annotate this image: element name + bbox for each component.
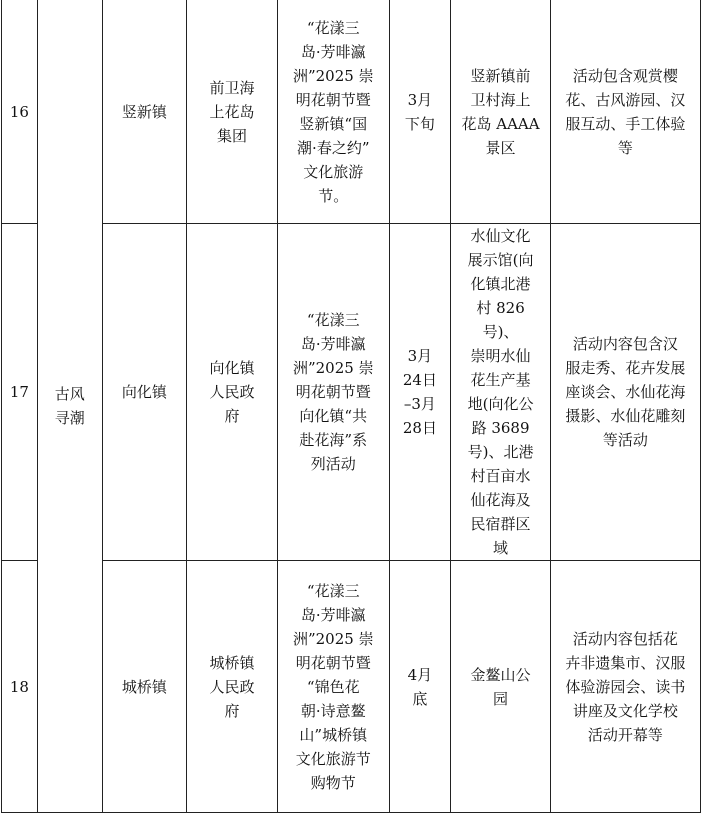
- row-number: 16: [2, 0, 38, 224]
- table-row: [2, 0, 701, 224]
- time-cell: [389, 0, 451, 224]
- row-number: 18: [2, 561, 38, 813]
- town-cell: [102, 561, 186, 813]
- town-name: 向化镇: [121, 383, 167, 401]
- event-time: 3月 24日 –3月 28日: [402, 347, 437, 437]
- organizer-name: 前卫海 上花岛 集团: [209, 78, 255, 145]
- organizer-cell: [187, 224, 278, 561]
- content-cell: [550, 224, 700, 561]
- organizer-cell: [187, 561, 278, 813]
- event-name: “花漾三 岛·芳啡瀛 洲”2025 崇 明花朝节暨 “锦色花 朝·诗意鳌 山”城桥镇 文化旅游节 购物节: [292, 581, 374, 792]
- row-number: 17: [2, 224, 38, 561]
- event-cell: [277, 0, 389, 224]
- table-row: [2, 561, 701, 813]
- event-place: 金鳌山公 园: [470, 665, 531, 708]
- time-cell: [389, 224, 451, 561]
- organizer-name: 城桥镇 人民政 府: [209, 653, 255, 720]
- event-name: “花漾三 岛·芳啡瀛 洲”2025 崇 明花朝节暨 向化镇“共 赴花海”系 列活动: [292, 311, 374, 473]
- event-content: 活动包含观赏樱 花、古风游园、汉 服互动、手工体验 等: [565, 66, 686, 157]
- category-label: 古风 寻潮: [54, 385, 85, 427]
- event-cell: [277, 561, 389, 813]
- organizer-name: 向化镇 人民政 府: [209, 359, 255, 425]
- event-time: 4月 底: [407, 665, 433, 708]
- category-cell: [37, 0, 102, 813]
- time-cell: [389, 561, 451, 813]
- town-name: 城桥镇: [121, 677, 167, 696]
- activity-table: [1, 0, 701, 813]
- event-content: 活动内容包括花 卉非遗集市、汉服 体验游园会、读书 讲座及文化学校 活动开幕等: [565, 629, 686, 744]
- place-cell: [451, 561, 551, 813]
- event-place: 竖新镇前 卫村海上 花岛 AAAA 景区: [461, 66, 540, 157]
- event-content: 活动内容包含汉 服走秀、花卉发展 座谈会、水仙花海 摄影、水仙花雕刻 等活动: [565, 335, 686, 449]
- place-cell: [451, 224, 551, 561]
- event-time: 3月 下旬: [404, 90, 435, 133]
- content-cell: [550, 0, 700, 224]
- organizer-cell: [187, 0, 278, 224]
- place-cell: [451, 0, 551, 224]
- town-cell: [102, 0, 186, 224]
- content-cell: [550, 561, 700, 813]
- event-cell: [277, 224, 389, 561]
- town-name: 竖新镇: [121, 102, 167, 121]
- table-row: [2, 224, 701, 561]
- town-cell: [102, 224, 186, 561]
- event-place: 水仙文化 展示馆(向 化镇北港 村 826 号)、 崇明水仙 花生产基 地(向化公 路 3689 号)、北港 村百亩水 仙花海及 民宿群区 域: [467, 227, 534, 557]
- event-name: “花漾三 岛·芳啡瀛 洲”2025 崇 明花朝节暨 竖新镇“国 潮·春之约” 文化旅游 节。: [292, 18, 374, 205]
